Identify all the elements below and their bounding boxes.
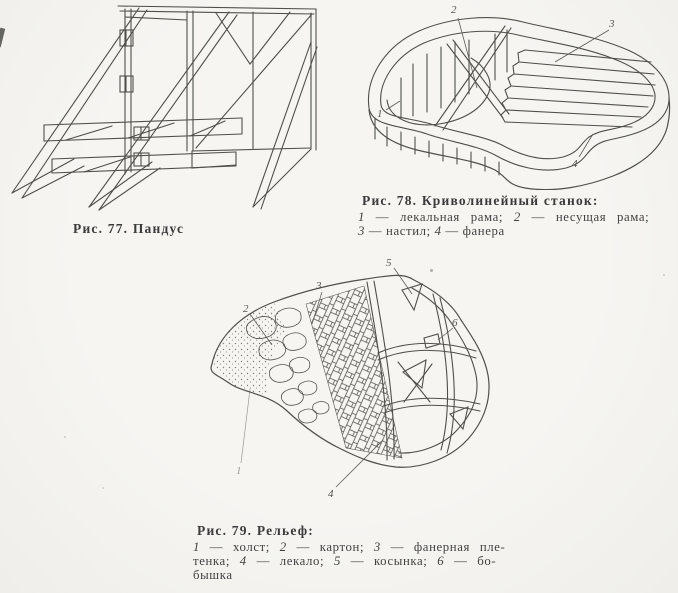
legend-text: — фанерная пле- [380, 540, 506, 554]
wall-studs [401, 30, 507, 118]
ramp-frame-lines [12, 6, 317, 210]
fig78-callout-4: 4 [572, 158, 578, 170]
fig79-callout-1: 1 [236, 465, 242, 477]
fig77-caption [73, 221, 184, 237]
fig78-callout-3: 3 [609, 18, 615, 30]
fig79-caption-title: Рис. 79. Рельеф: [197, 523, 314, 538]
fig79-legend-line-2 [193, 554, 529, 568]
deck-planks [501, 50, 655, 127]
legend-number: 6 [437, 554, 445, 568]
gusset-triangle [403, 360, 426, 388]
legend-number: 3 [373, 540, 381, 554]
legend-text: тенка; [193, 554, 240, 568]
skirt-ribs [375, 118, 499, 175]
fig78-callout-leaders [386, 18, 609, 157]
plywood-weave-band [306, 286, 402, 458]
legend-text: — бо- [444, 554, 497, 568]
legend-text: — фанера [441, 224, 505, 238]
fig79-callout-2: 2 [243, 303, 249, 315]
fig79-callout-6: 6 [452, 317, 458, 329]
fig79-relief-drawing [150, 252, 530, 517]
legend-text: — лекальная рама; [365, 210, 514, 224]
legend-text: — косынка; [341, 554, 438, 568]
legend-number: 1 [193, 540, 200, 554]
fig78-legend-line-2 [358, 224, 678, 238]
fig79-legend-line-3 [193, 568, 529, 582]
legend-text: бышка [193, 568, 233, 582]
legend-number: 3 [358, 224, 365, 238]
scan-speck [663, 274, 665, 276]
legend-number: 1 [358, 210, 365, 224]
platform-lines [368, 18, 669, 190]
legend-number: 5 [334, 554, 341, 568]
legend-number: 4 [239, 554, 247, 568]
fig78-legend-line-1 [358, 210, 678, 224]
fig79-callout-5: 5 [386, 257, 392, 269]
fig78-platform-drawing [355, 0, 678, 190]
legend-text: — несущая рама; [520, 210, 650, 224]
fig79-caption [193, 523, 529, 582]
legend-text: — картон; [286, 540, 374, 554]
fig79-legend-line-1 [193, 540, 529, 554]
figure-77 [0, 0, 340, 215]
fig79-callout-3: 3 [316, 280, 322, 292]
figure-79 [150, 252, 530, 517]
fig79-callout-4: 4 [328, 488, 334, 500]
scan-speck [64, 436, 66, 438]
fig78-caption [358, 193, 678, 238]
legend-number: 2 [513, 210, 521, 224]
figure-78 [355, 0, 678, 190]
fig77-ramp-drawing [0, 0, 340, 215]
fig78-caption-title: Рис. 78. Криволинейный станок: [362, 193, 599, 208]
boss-block [424, 334, 440, 348]
legend-text: — настил; [365, 224, 435, 238]
scan-speck [102, 487, 104, 489]
fig78-callout-2: 2 [451, 4, 457, 16]
legend-text: — лекало; [246, 554, 334, 568]
fig77-caption-title: Рис. 77. Пандус [73, 221, 185, 236]
legend-number: 4 [434, 224, 442, 238]
legend-number: 2 [279, 540, 287, 554]
legend-text: — холст; [200, 540, 280, 554]
carrying-frame [435, 26, 511, 130]
fig78-callout-1: 1 [377, 108, 383, 120]
